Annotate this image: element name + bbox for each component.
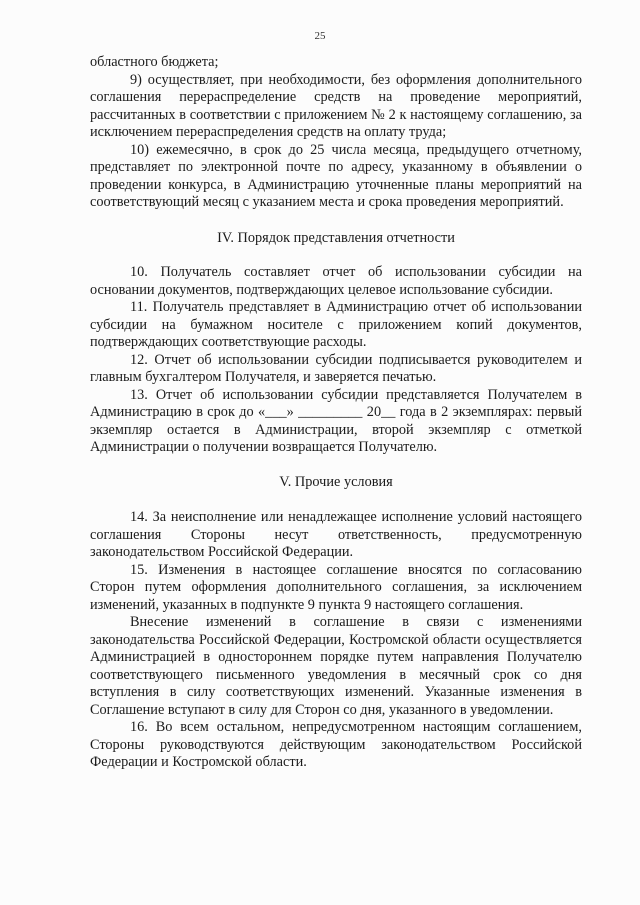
paragraph-continuation: областного бюджета; [90,54,219,70]
section-heading-iv: IV. Порядок представления отчетности [217,229,455,246]
paragraph-item-9: 9) осуществляет, при необходимости, без оформления дополнительного соглашения перераспределение средств на проведение мероприятий, рассчитанных в соответствии с приложением № 2 к настоящему соглашению, за исключением перераспределения средств на оплату труда; [90,71,582,140]
paragraph-clause-12: 12. Отчет об использовании субсидии подписывается руководителем и главным бухгалтером Получателя, и заверяется печатью. [90,351,582,385]
section-heading-v: V. Прочие условия [279,473,393,490]
paragraph-clause-15: 15. Изменения в настоящее соглашение вносятся по согласованию Сторон путем оформления дополнительного соглашения, за исключением изменений, указанных в подпункте 9 пункта 9 настоящего соглашения. [90,561,582,613]
document-body [90,54,582,772]
paragraph-clause-16: 16. Во всем остальном, непредусмотренном настоящим соглашением, Стороны руководствуются действующим законодательством Российской Федерации и Костромской области. [90,719,582,770]
paragraph-clause-11: 11. Получатель представляет в Администрацию отчет об использовании субсидии на бумажном носителе с приложением копий документов, подтверждающих соответствующие расходы. [90,299,582,350]
page-number: 25 [314,30,326,42]
paragraph-clause-13: 13. Отчет об использовании субсидии представляется Получателем в Администрацию в срок до «___» _________ 20__ года в 2 экземплярах: первый экземпляр остается в Администрации, второй экземпляр с отметкой Администрации о получении возвращается Получателю. [90,386,582,455]
paragraph-item-10: 10) ежемесячно, в срок до 25 числа месяца, предыдущего отчетному, представляет по электронной почте по адресу, указанному в объявлении о проведении конкурса, в Администрацию уточненные планы мероприятий на соответствующий месяц с указанием места и срока проведения мероприятий. [90,141,582,210]
paragraph-clause-14: 14. За неисполнение или ненадлежащее исполнение условий настоящего соглашения Стороны несут ответственность, предусмотренную законодательством Российской Федерации. [90,509,582,560]
paragraph-clause-10: 10. Получатель составляет отчет об использовании субсидии на основании документов, подтверждающих целевое использование субсидии. [90,264,582,298]
paragraph-amendments: Внесение изменений в соглашение в связи с изменениями законодательства Российской Федерации, Костромской области осуществляется Администрацией в одностороннем порядке путем направления Получателю соответствующего письменного уведомления в месячный срок со дня вступления в силу соответствующих изменений. Указанные изменения в Соглашение вступают в силу для Сторон со дня, указанного в уведомлении. [90,614,582,718]
